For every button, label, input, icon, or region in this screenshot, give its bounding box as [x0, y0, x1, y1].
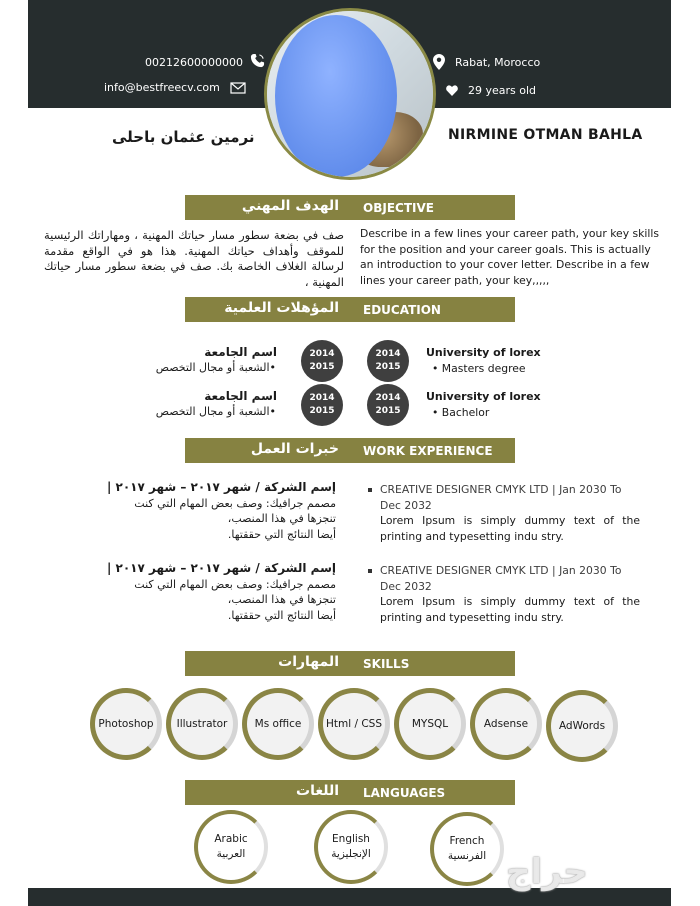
education-section-bar: [185, 297, 515, 322]
work-1-desc-en: Lorem Ipsum is simply dummy text of the printing and typesetting indu stry.: [380, 514, 640, 543]
language-french-en: French: [449, 835, 485, 847]
edu-2-university-ar: اسم الجامعة: [204, 389, 277, 403]
education-title-en: EDUCATION: [363, 303, 441, 317]
edu-2-field-ar: •الشعبة أو مجال التخصص: [155, 405, 276, 418]
language-arabic: [194, 810, 268, 884]
work-2-en: [380, 563, 640, 625]
edu-1-degree-en: • Masters degree: [432, 362, 526, 375]
language-english-en: English: [332, 833, 370, 845]
skill-ms-office: Ms office: [242, 688, 314, 760]
skill-adwords: AdWords: [546, 690, 618, 762]
language-english: [314, 810, 388, 884]
skills-section-bar: [185, 651, 515, 676]
work-1-ar: إسم الشركة / شهر ٢٠١٧ – شهر ٢٠١٧ | مصمم جرافيك: وصف بعض المهام التي كنت تنجزها في هذا المنصب، أيضا النتائج التي حققتها.: [56, 480, 336, 542]
age-text: 29 years old: [468, 84, 537, 97]
language-arabic-en: Arabic: [214, 833, 248, 845]
languages-section-bar: [185, 780, 515, 805]
profile-photo: [264, 8, 436, 180]
edu-1-university-ar: اسم الجامعة: [204, 345, 277, 359]
edu-2-university-en: University of lorex: [426, 390, 541, 403]
face-blur-overlay: [275, 15, 397, 177]
language-arabic-ar: العربية: [216, 848, 246, 860]
objective-title-en: OBJECTIVE: [363, 201, 434, 215]
email-address: info@bestfreecv.com: [104, 81, 220, 94]
work-2-desc-en: Lorem Ipsum is simply dummy text of the printing and typesetting indu stry.: [380, 595, 640, 624]
work-2-ar: إسم الشركة / شهر ٢٠١٧ – شهر ٢٠١٧ | مصمم جرافيك: وصف بعض المهام التي كنت تنجزها في هذا المنصب، أيضا النتائج التي حققتها.: [56, 561, 336, 623]
objective-text-ar: صف في بضعة سطور مسار حياتك المهنية ، ومهاراتك الرئيسية للموقف وأهداف حياتك المهنية. هذا هو في الواقع مقدمة لرسالة الغلاف الخاصة بك. صف في بضعة سطور مسار حياتك المهنية ،: [44, 228, 344, 289]
work-1-bullet: [368, 488, 372, 492]
languages-title-en: LANGUAGES: [363, 786, 446, 800]
phone-number: 00212600000000: [145, 56, 243, 69]
language-french: [430, 812, 504, 886]
skill-adsense: Adsense: [470, 688, 542, 760]
objective-text-en: Describe in a few lines your career path, your key skills for the position and your career goals. This is actually an introduction to your cover letter. Describe in a few lines your career path, your key,,,,,: [360, 227, 660, 287]
work-section-bar: [185, 438, 515, 463]
language-french-ar: الفرنسية: [447, 850, 487, 862]
work-2-title-en: CREATIVE DESIGNER CMYK LTD | Jan 2030 To Dec 2032: [380, 564, 622, 593]
edu-2-years-en: 2014 2015: [367, 384, 409, 426]
work-title-ar: خبرات العمل: [250, 441, 339, 457]
objective-title-ar: الهدف المهني: [241, 198, 339, 214]
work-1-title-en: CREATIVE DESIGNER CMYK LTD | Jan 2030 To Dec 2032: [380, 483, 622, 512]
edu-2-degree-en: • Bachelor: [432, 406, 490, 419]
skills-title-ar: المهارات: [278, 654, 339, 670]
work-1-title-ar: إسم الشركة / شهر ٢٠١٧ – شهر ٢٠١٧ |: [106, 480, 336, 494]
skill-mysql: MYSQL: [394, 688, 466, 760]
languages-title-ar: اللغات: [296, 783, 339, 799]
watermark-logo: حراج: [506, 852, 588, 892]
edu-1-field-ar: •الشعبة أو مجال التخصص: [155, 361, 276, 374]
objective-section-bar: [185, 195, 515, 220]
map-pin-icon: [433, 54, 445, 70]
phone-icon: [250, 53, 265, 68]
skill-illustrator: Illustrator: [166, 688, 238, 760]
language-english-ar: الإنجليزية: [331, 848, 371, 860]
name-english: NIRMINE OTMAN BAHLA: [448, 127, 643, 143]
location-text: Rabat, Morocco: [455, 56, 541, 69]
edu-2-years-ar: 2014 2015: [301, 384, 343, 426]
name-arabic: نرمين عثمان باحلى: [112, 128, 255, 146]
edu-1-years-en: 2014 2015: [367, 340, 409, 382]
mail-icon: [230, 82, 246, 94]
skills-title-en: SKILLS: [363, 657, 410, 671]
edu-1-university-en: University of lorex: [426, 346, 541, 359]
work-2-bullet: [368, 569, 372, 573]
skill-photoshop: Photoshop: [90, 688, 162, 760]
work-2-title-ar: إسم الشركة / شهر ٢٠١٧ – شهر ٢٠١٧ |: [106, 561, 336, 575]
work-title-en: WORK EXPERIENCE: [363, 444, 493, 458]
work-1-en: [380, 482, 640, 544]
skill-html-css: Html / CSS: [318, 688, 390, 760]
edu-1-years-ar: 2014 2015: [301, 340, 343, 382]
education-title-ar: المؤهلات العلمية: [224, 300, 339, 316]
heart-icon: [446, 85, 458, 96]
